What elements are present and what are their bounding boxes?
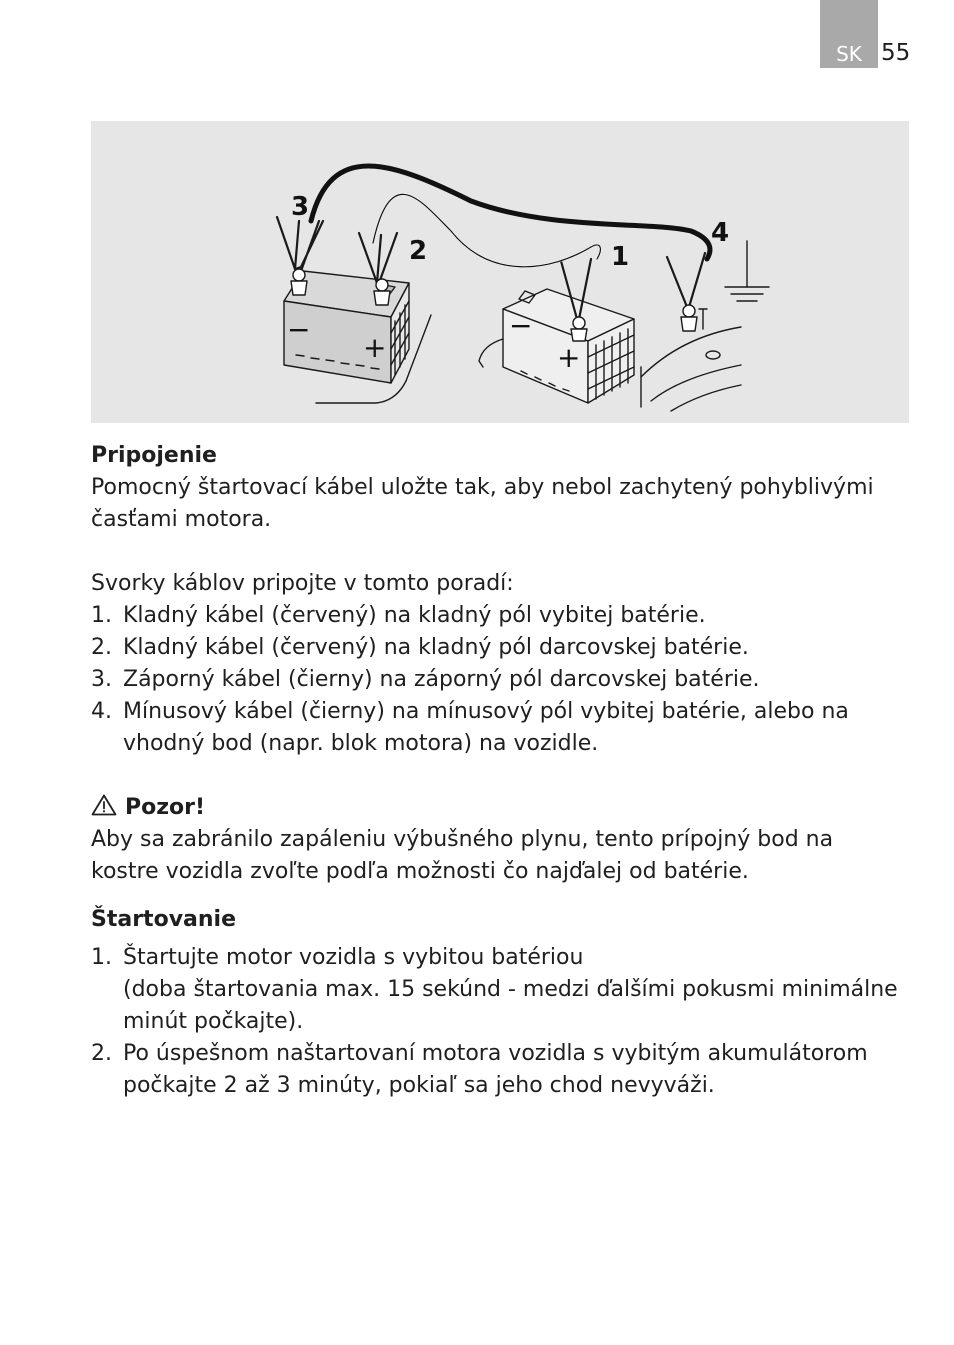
left-battery-minus: −: [287, 313, 311, 346]
right-battery-minus: −: [509, 309, 533, 342]
list-item: [91, 1038, 921, 1102]
figure-label-4: 4: [711, 218, 730, 248]
list-number: 2.: [91, 1041, 112, 1066]
list-text: Záporný kábel (čierny) na záporný pól darcovskej batérie.: [123, 667, 760, 692]
spacer: [91, 536, 921, 568]
figure-label-3: 3: [291, 192, 310, 222]
list-text-continued: minút počkajte).: [123, 1009, 304, 1034]
list-text: Mínusový kábel (čierny) na mínusový pól vybitej batérie, alebo na: [123, 699, 849, 724]
list-number: 1.: [91, 603, 112, 628]
list-text-continued: vhodný bod (napr. blok motora) na vozidle.: [123, 731, 599, 756]
list-number: 3.: [91, 667, 112, 692]
figure-label-1: 1: [611, 242, 630, 272]
clamp-4: [667, 253, 705, 331]
list-item: [91, 696, 921, 760]
connect-intro-line-1: Pomocný štartovací kábel uložte tak, aby nebol zachytený pohyblivými: [91, 475, 874, 500]
list-number: 4.: [91, 699, 112, 724]
spacer: [91, 888, 921, 904]
warning-title: Pozor!: [125, 795, 206, 820]
section-title-connect: Pripojenie: [91, 443, 217, 468]
list-item: [91, 942, 921, 1038]
left-battery-plus: +: [363, 331, 387, 364]
connect-order-lead: Svorky káblov pripojte v tomto poradí:: [91, 571, 514, 596]
spacer: [91, 760, 921, 792]
list-number: 1.: [91, 945, 112, 970]
list-item: [91, 664, 921, 696]
ground-symbol-icon: [725, 241, 769, 301]
list-text-continued: (doba štartovania max. 15 sekúnd - medzi ďalšími pokusmi minimálne: [123, 977, 898, 1002]
right-battery-plus: +: [557, 341, 581, 374]
section-title-start: Štartovanie: [91, 907, 236, 932]
jumper-cables: [311, 166, 710, 267]
start-steps: [91, 942, 921, 1102]
list-item: [91, 600, 921, 632]
list-text-continued: počkajte 2 až 3 minúty, pokiaľ sa jeho chod nevyváži.: [123, 1073, 715, 1098]
jump-start-diagram: [91, 121, 909, 423]
warning-heading: [91, 792, 921, 824]
connect-intro-line-2: časťami motora.: [91, 507, 272, 532]
figure-label-2: 2: [409, 236, 428, 266]
warning-line-1: Aby sa zabránilo zapáleniu výbušného plynu, tento prípojný bod na: [91, 827, 834, 852]
language-tab: [820, 0, 878, 68]
page-number: 55: [881, 40, 911, 66]
list-text: Kladný kábel (červený) na kladný pól vybitej batérie.: [123, 603, 706, 628]
instructions: [91, 440, 921, 1102]
warning-line-2: kostre vozidla zvoľte podľa možnosti čo najďalej od batérie.: [91, 859, 749, 884]
list-text: Štartujte motor vozidla s vybitou batériou: [123, 945, 584, 970]
list-text: Po úspešnom naštartovaní motora vozidla s vybitým akumulátorom: [123, 1041, 868, 1066]
list-item: [91, 632, 921, 664]
language-code: SK: [836, 42, 862, 66]
connect-steps: [91, 600, 921, 760]
jump-start-illustration: [91, 121, 909, 423]
list-number: 2.: [91, 635, 112, 660]
list-text: Kladný kábel (červený) na kladný pól darcovskej batérie.: [123, 635, 749, 660]
warning-triangle-icon: [91, 794, 117, 816]
